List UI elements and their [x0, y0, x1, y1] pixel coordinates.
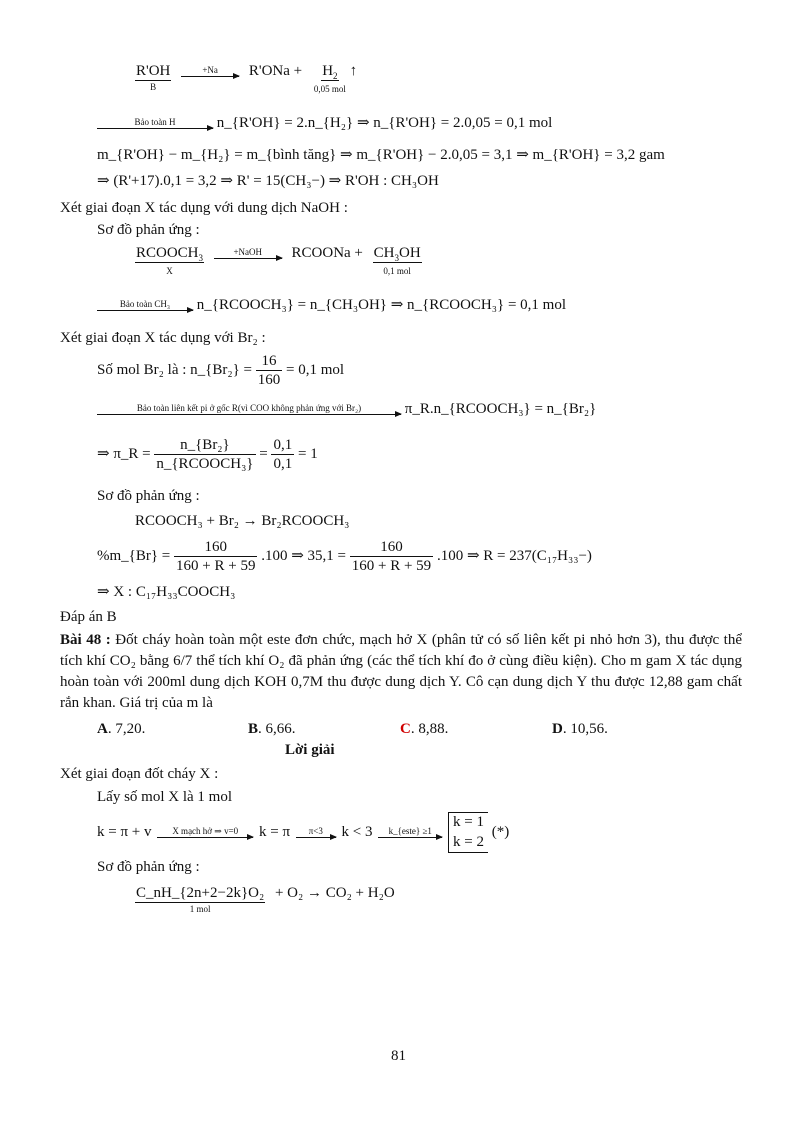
- problem-48: [60, 630, 742, 714]
- reaction-arrow: +NaOH: [214, 248, 282, 259]
- so-do-label: Sơ đồ phản ứng :: [97, 222, 200, 238]
- reaction-arrow: +Na: [181, 66, 239, 77]
- fraction: $\frac{\text{n\_\{Br₂\}}}{\text{n\_\{RCOOCH₃\}}}$: [156, 437, 254, 472]
- line-x-result: ⇒ X : C₁₇H₃₃COOCH₃: [97, 584, 236, 600]
- underbrace-reactant: $RCOOCH_3$ X: [136, 245, 204, 276]
- fraction: $\frac{160}{160 + R + 59}$: [351, 539, 432, 574]
- line-mol-br2: Số mol Br₂ là : n_{Br₂} = $\frac{16}{160}$ = 0,1 mol: [97, 353, 345, 388]
- stage-burn-heading: Xét giai đoạn đốt cháy X :: [60, 766, 219, 782]
- reaction-arrow: k_{este} ≥1: [378, 827, 442, 838]
- underbrace-product: $H_2$ 0,05 mol: [313, 63, 346, 94]
- correct-option-letter: C: [400, 721, 411, 737]
- stage-naoh-heading: Xét giai đoạn X tác dụng với dung dịch NaOH :: [60, 200, 348, 216]
- solution-title: Lời giải: [285, 742, 335, 758]
- reaction-arrow: Bảo toàn CH₃: [97, 300, 193, 311]
- line-pi-r: ⇒ π_R = $\frac{\text{n\_\{Br₂\}}}{\text{n\_\{RCOOCH₃\}}}$ = $\frac{0,1}{0,1}$ = 1: [97, 437, 318, 472]
- gas-arrow: ↑: [349, 63, 358, 79]
- fraction: $\frac{160}{160 + R + 59}$: [176, 539, 256, 574]
- so-do-label: Sơ đồ phản ứng :: [97, 859, 200, 875]
- line-baotoan-ch3: Bảo toàn CH₃ n_{RCOOCH₃} = n_{CH₃OH} ⇒ n_{RCOOCH₃} = 0,1 mol: [97, 296, 566, 314]
- fraction: $\frac{0,1}{0,1}$: [273, 437, 293, 472]
- line-percent-br: %m_{Br} = $\frac{160}{160 + R + 59}$ .100 ⇒ 35,1 = $\frac{160}{160 + R + 59}$ .100 ⇒ R = 237(C₁₇H₃₃−): [97, 539, 592, 574]
- line-k: k = π + v X mạch hở ⇒ v=0 k = π π<3 k < 3 k_{este} ≥1 k = 1 k = 2 (*): [97, 812, 509, 853]
- reaction-rprime-na: R'OH B +Na $R'ONa + H_2$ 0,05 mol ↑: [136, 63, 358, 94]
- line-baotoan-h: Bảo toàn H n_{R'OH} = 2.n_{H₂} ⇒ n_{R'OH} = 2.0,05 = 0,1 mol: [97, 114, 552, 132]
- reaction-arrow: X mạch hở ⇒ v=0: [157, 827, 253, 838]
- assume-line: Lấy số mol X là 1 mol: [97, 789, 232, 805]
- fraction: $\frac{16}{160}$: [257, 353, 281, 388]
- answer-previous: Đáp án B: [60, 609, 117, 625]
- problem-label: Bài 48 :: [60, 632, 111, 648]
- line-pi: Bảo toàn liên kết pi ở gốc R(vì COO không phản ứng với Br₂) π_R.n_{RCOOCH₃} = n_{Br₂}: [97, 400, 596, 418]
- option-d[interactable]: D. 10,56.: [552, 721, 608, 737]
- line-r: ⇒ (R'+17).0,1 = 3,2 ⇒ R' = 15(CH₃−) ⇒ R'OH : CH₃OH: [97, 173, 439, 189]
- underbrace-product: $CH_3OH$ 0,1 mol: [373, 245, 421, 276]
- line-mass: m_{R'OH} − m_{H₂} = m_{bình tăng} ⇒ m_{R'OH} − 2.0,05 = 3,1 ⇒ m_{R'OH} = 3,2 gam: [97, 147, 665, 163]
- reaction-burn: C_nH_{2n+2−2k}O₂ 1 mol + O₂ → CO₂ + H₂O: [136, 885, 395, 914]
- reaction-br2: RCOOCH₃ + Br₂ → Br₂RCOOCH₃: [135, 513, 350, 529]
- page-number: 81: [391, 1048, 406, 1064]
- underbrace-reactant: C_nH_{2n+2−2k}O₂ 1 mol: [136, 885, 265, 914]
- reaction-arrow: Bảo toàn liên kết pi ở gốc R(vì COO không phản ứng với Br₂): [97, 404, 401, 415]
- option-b[interactable]: B. 6,66.: [248, 721, 296, 737]
- option-c[interactable]: C. 8,88.: [400, 721, 449, 737]
- option-a[interactable]: A. 7,20.: [97, 721, 146, 737]
- reaction-arrow: π<3: [296, 827, 336, 838]
- underbrace-reactant: R'OH B: [136, 63, 171, 92]
- reaction-naoh: $RCOOCH_3$ X +NaOH RCOONa + $CH_3OH$ 0,1 mol: [136, 245, 421, 276]
- problem-text: Đốt cháy hoàn toàn một este đơn chức, mạch hở X (phân tử có số liên kết pi nhỏ hơn 3), thu được thể tích khí CO₂ bằng 6/7 thể tích khí O₂ đã phản ứng (các thể tích khí đo ở cùng điều kiện). Cho m gam X tác dụng hoàn toàn với 200ml dung dịch KOH 0,7M thu được dung dịch Y. Cô cạn dung dịch Y thu được 12,88 gam chất rắn khan. Giá trị của m là: [60, 632, 743, 711]
- reaction-arrow: Bảo toàn H: [97, 118, 213, 129]
- cases-bracket: k = 1 k = 2: [448, 812, 488, 853]
- stage-br2-heading: Xét giai đoạn X tác dụng với Br₂ :: [60, 330, 266, 346]
- so-do-label: Sơ đồ phản ứng :: [97, 488, 200, 504]
